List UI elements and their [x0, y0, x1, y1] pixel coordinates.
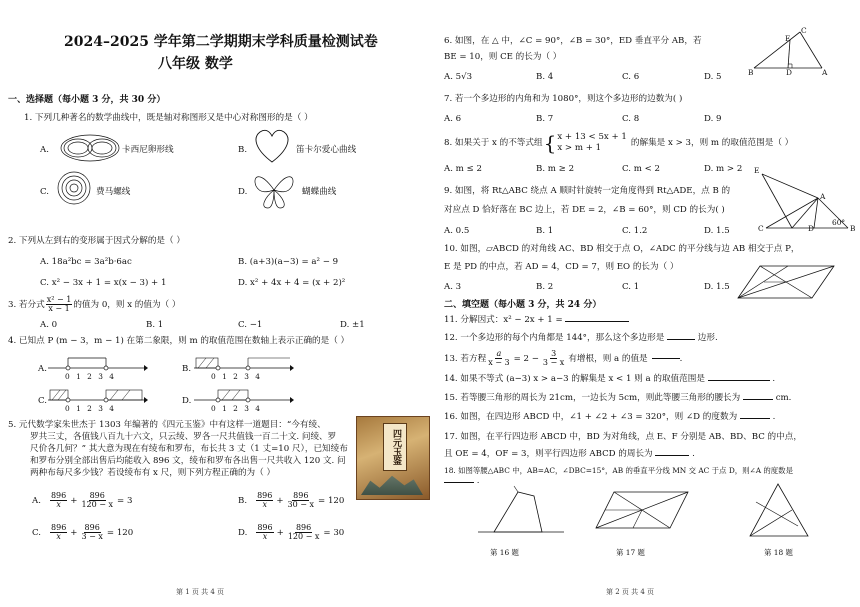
q1-option-a-letter: A. [40, 145, 49, 155]
q9-option-a: A. 0.5 [444, 226, 470, 236]
q3-fraction-denominator: x − 1 [48, 304, 70, 314]
q1-option-b-letter: B. [238, 145, 248, 155]
page-footer-left: 第 1 页 共 4 页 [176, 588, 225, 596]
book-mountain-art [361, 471, 423, 495]
question-7-stem: 7. 若一个多边形的内角和为 1080°，则这个多边形的边数为( ) [444, 94, 683, 104]
q4-option-b-letter: B. [182, 364, 192, 374]
q6-option-d: D. 5 [704, 72, 722, 82]
q12-answer-blank[interactable] [667, 339, 695, 340]
q6-option-b: B. 4 [536, 72, 554, 82]
question-5-line-1: 5. 元代数学家朱世杰于 1303 年编著的《四元玉鉴》中有这样一道题目：“今有绫、 [8, 420, 326, 430]
q14-stem-end: . [772, 374, 776, 384]
q17-stem: 且 OE = 4，OF = 3，则平行四边形 ABCD 的周长为 [444, 449, 653, 459]
figure-18-caption: 第 18 题 [764, 548, 793, 557]
q9-label-b: B [850, 224, 856, 233]
q1-option-c-letter: C. [40, 187, 50, 197]
question-6-line-1: 6. 如图，在 △ 中，∠C = 90°，∠B = 30°，ED 垂直平分 AB，若 [444, 36, 702, 46]
q8-inequality-system [557, 132, 627, 154]
question-4-stem: 4. 已知点 P (m − 3，m − 1) 在第二象限，则 m 的取值范围在数轴上表示正确的是（ ） [8, 336, 350, 346]
q3-stem-post: 的值为 0，则 x 的值为（ ） [73, 299, 181, 310]
q6-label-c: C [801, 26, 807, 35]
page-footer-right: 第 2 页 共 4 页 [606, 588, 655, 596]
book-title: 四元玉鉴 [383, 423, 407, 471]
q10-parallelogram-figure [736, 262, 836, 302]
q12-stem-end: 边形. [697, 333, 718, 343]
q9-option-b: B. 1 [536, 226, 554, 236]
question-18 [444, 466, 793, 475]
question-14 [444, 374, 775, 385]
q8-option-a: A. m ≤ 2 [444, 164, 482, 174]
question-13: 13. 若方程 $\frac{a}{x - 3}$ = 2 − $\frac{3}{3 - x}$ 有增根，则 a 的值是 . [444, 349, 683, 368]
q10-option-c: C. 1 [622, 282, 640, 292]
q18-answer-blank[interactable] [444, 482, 474, 483]
q9-label-a: A [820, 192, 826, 201]
q10-option-d: D. 1.5 [704, 282, 730, 292]
q16-quadrilateral-figure [476, 486, 566, 542]
q11-answer-blank[interactable] [565, 321, 629, 322]
q9-option-c: C. 1.2 [622, 226, 648, 236]
q8-option-c: C. m < 2 [622, 164, 661, 174]
q14-answer-blank[interactable] [708, 380, 770, 381]
q9-label-d: D [808, 224, 814, 233]
q3-fraction-numerator: x² − 1 [46, 295, 72, 304]
q9-label-angle: 60° [832, 218, 846, 227]
question-5-line-5: 两种布每尺多少钱？若设绫布有 x 尺，则下列方程正确的为（ ） [30, 468, 276, 478]
q14-stem: 14. 如果不等式 (a−3) x > a−3 的解集是 x < 1 则 a 的取值范围是 [444, 374, 705, 384]
question-10-line-2: E 是 PD 的中点，若 AD = 4，CD = 7，则 EO 的长为（ ） [444, 262, 679, 272]
q1-option-d-letter: D. [238, 187, 248, 197]
q16-answer-blank[interactable] [740, 418, 770, 419]
q3-option-d: D. ±1 [340, 320, 365, 330]
question-6-line-2: BE = 10，则 CE 的长为（ ） [444, 52, 562, 62]
q9-label-c: C [758, 224, 764, 233]
q13-stem-post: 有增根，则 a 的值是 [568, 353, 648, 364]
fermat-spiral-figure [56, 170, 92, 206]
q4-option-d-letter: D. [182, 396, 192, 406]
q7-option-b: B. 7 [536, 114, 554, 124]
q2-option-a: A. 18a²bc = 3a²b·6ac [40, 257, 132, 267]
question-5-line-2: 罗共三丈，各值钱八百九十六文，只云绫、罗各一尺共值钱一百二十文. 问绫、罗 [30, 432, 337, 442]
q1-option-a-label: 卡西尼卵形线 [122, 145, 174, 155]
q6-label-a: A [822, 68, 828, 77]
figure-17-caption: 第 17 题 [616, 548, 645, 557]
q1-option-c-label: 费马螺线 [96, 187, 131, 197]
q13-equation-mid: = 2 − [513, 353, 539, 364]
q15-stem-end: cm. [775, 393, 792, 403]
q7-option-d: D. 9 [704, 114, 722, 124]
q16-stem-end: . [772, 412, 776, 422]
q5-option-c: C. $\frac{896}{x}$ + $\frac{896}{3 - x}$ = 120 [32, 523, 134, 542]
cardioid-figure [252, 128, 292, 164]
q4-ticks-a: 0 1 2 3 4 [65, 372, 114, 381]
question-5-line-3: 尺价各几何？” 其大意为现在有绫布和罗布，布长共 3 丈（1 丈=10 尺），已知绫布 [30, 444, 348, 454]
q17-parallelogram-figure [594, 486, 690, 542]
question-9-line-2: 对应点 D 恰好落在 BC 边上，若 DE = 2，∠B = 60°，则 CD 的长为( ) [444, 205, 725, 215]
q4-ticks-b: 0 1 2 3 4 [211, 372, 260, 381]
question-15 [444, 393, 791, 404]
section-fill: 二、填空题（每小题 3 分，共 24 分） [444, 300, 602, 310]
question-2-stem: 2. 下列从左到右的变形属于因式分解的是（ ） [8, 236, 185, 246]
q6-label-b: B [748, 68, 754, 77]
q3-option-a: A. 0 [40, 320, 58, 330]
question-12 [444, 333, 718, 344]
q8-inequality-1: x + 13 < 5x + 1 [557, 132, 627, 142]
book-cover-image [356, 416, 430, 500]
exam-subtitle: 八年级 数学 [158, 56, 233, 72]
q1-option-b-label: 笛卡尔爱心曲线 [296, 145, 357, 155]
q3-option-b: B. 1 [146, 320, 164, 330]
q15-stem: 15. 若等腰三角形的周长为 21cm，一边长为 5cm，则此等腰三角形的腰长为 [444, 393, 741, 403]
q13-stem-pre: 13. 若方程 [444, 353, 487, 364]
q9-label-e: E [754, 166, 760, 175]
q16-stem: 16. 如图，在四边形 ABCD 中，∠1 + ∠2 + ∠3 = 320°，则 ∠D 的度数为 [444, 412, 738, 422]
q12-stem: 12. 一个多边形的每个内角都是 144°，那么这个多边形是 [444, 333, 665, 343]
q4-ticks-d: 0 1 2 3 4 [211, 404, 260, 413]
q2-option-d: D. x² + 4x + 4 = (x + 2)² [238, 278, 346, 288]
question-8-stem [444, 132, 793, 154]
question-5-line-4: 和罗布分别全部出售后均能收入 896 文，绫布和罗布各出售一尺共收入 120 文. 问 [30, 456, 346, 466]
q2-option-b: B. (a+3)(a−3) = a² − 9 [238, 257, 339, 267]
page-2 [436, 0, 856, 607]
question-3-stem [8, 296, 181, 314]
q18-isosceles-figure [746, 482, 816, 544]
q7-option-c: C. 8 [622, 114, 640, 124]
q7-option-a: A. 6 [444, 114, 462, 124]
q3-option-c: C. −1 [238, 320, 263, 330]
question-16 [444, 412, 775, 423]
question-10-line-1: 10. 如图，▱ABCD 的对角线 AC、BD 相交于点 O，∠ADC 的平分线与边 AB 相交于点 P， [444, 244, 800, 254]
q3-stem-pre: 3. 若分式 [8, 299, 45, 310]
q6-label-e: E [785, 34, 791, 43]
q11-stem: 11. 分解因式：x² − 2x + 1 = [444, 315, 563, 325]
question-17-line-1: 17. 如图，在平行四边形 ABCD 中，BD 为对角线，点 E、F 分别是 AB、BD、BC 的中点， [444, 432, 802, 442]
q1-option-d-label: 蝴蝶曲线 [302, 187, 337, 197]
q10-option-b: B. 2 [536, 282, 554, 292]
q8-stem-post: 的解集是 x > 3，则 m 的取值范围是（ ） [630, 137, 794, 148]
q4-option-c-letter: C. [38, 396, 48, 406]
q17-stem-end: . [692, 449, 695, 459]
q8-stem-pre: 8. 如果关于 x 的不等式组 [444, 137, 543, 148]
q9-option-d: D. 1.5 [704, 226, 730, 236]
q5-option-a: A. $\frac{896}{x}$ + $\frac{896}{120 - x}$ = 3 [32, 491, 133, 510]
q13-answer-blank[interactable] [652, 358, 680, 359]
q8-option-b: B. m ≥ 2 [536, 164, 575, 174]
q15-answer-blank[interactable] [743, 399, 773, 400]
question-9-line-1: 9. 如图，将 Rt△ABC 绕点 A 顺时针旋转一定角度得到 Rt△ADE，点 B 的 [444, 186, 731, 196]
q8-brace: { [543, 131, 557, 156]
question-11 [444, 315, 629, 326]
q3-fraction [46, 296, 73, 314]
q4-option-a-letter: A. [38, 364, 47, 374]
q2-option-c: C. x² − 3x + 1 = x(x − 3) + 1 [40, 278, 167, 288]
question-17-line-2 [444, 449, 695, 460]
q18-stem: 18. 如图等腰△ABC 中，AB=AC，∠DBC=15°，AB 的垂直平分线 MN 交 AC 于点 D，则∠A 的度数是 [444, 466, 793, 475]
section-choice: 一、选择题（每小题 3 分，共 30 分） [8, 95, 166, 105]
figure-16-caption: 第 16 题 [490, 548, 519, 557]
q5-option-b: B. $\frac{896}{x}$ + $\frac{896}{30 - x}$ = 120 [238, 491, 345, 510]
q13-stem-end: . [679, 353, 683, 364]
q8-option-d: D. m > 2 [704, 164, 743, 174]
exam-title: 2024–2025 学年第二学期期末学科质量检测试卷 [64, 34, 378, 50]
question-18-blank-line [444, 476, 479, 487]
q6-option-c: C. 6 [622, 72, 640, 82]
butterfly-curve-figure [250, 168, 298, 210]
q5-option-d: D. $\frac{896}{x}$ + $\frac{896}{120 - x}$ = 30 [238, 523, 345, 542]
q18-stem-end: . [476, 476, 480, 486]
q6-option-a: A. 5√3 [444, 72, 473, 82]
q17-answer-blank[interactable] [655, 455, 689, 456]
question-1-stem: 1. 下列几种著名的数学曲线中，既是轴对称图形又是中心对称图形的是（ ） [24, 113, 313, 123]
cassini-oval-figure [60, 133, 120, 163]
q8-inequality-2: x > m + 1 [557, 143, 602, 154]
q4-ticks-c: 0 1 2 3 4 [65, 404, 114, 413]
q10-option-a: A. 3 [444, 282, 462, 292]
q6-label-d: D [786, 68, 792, 77]
